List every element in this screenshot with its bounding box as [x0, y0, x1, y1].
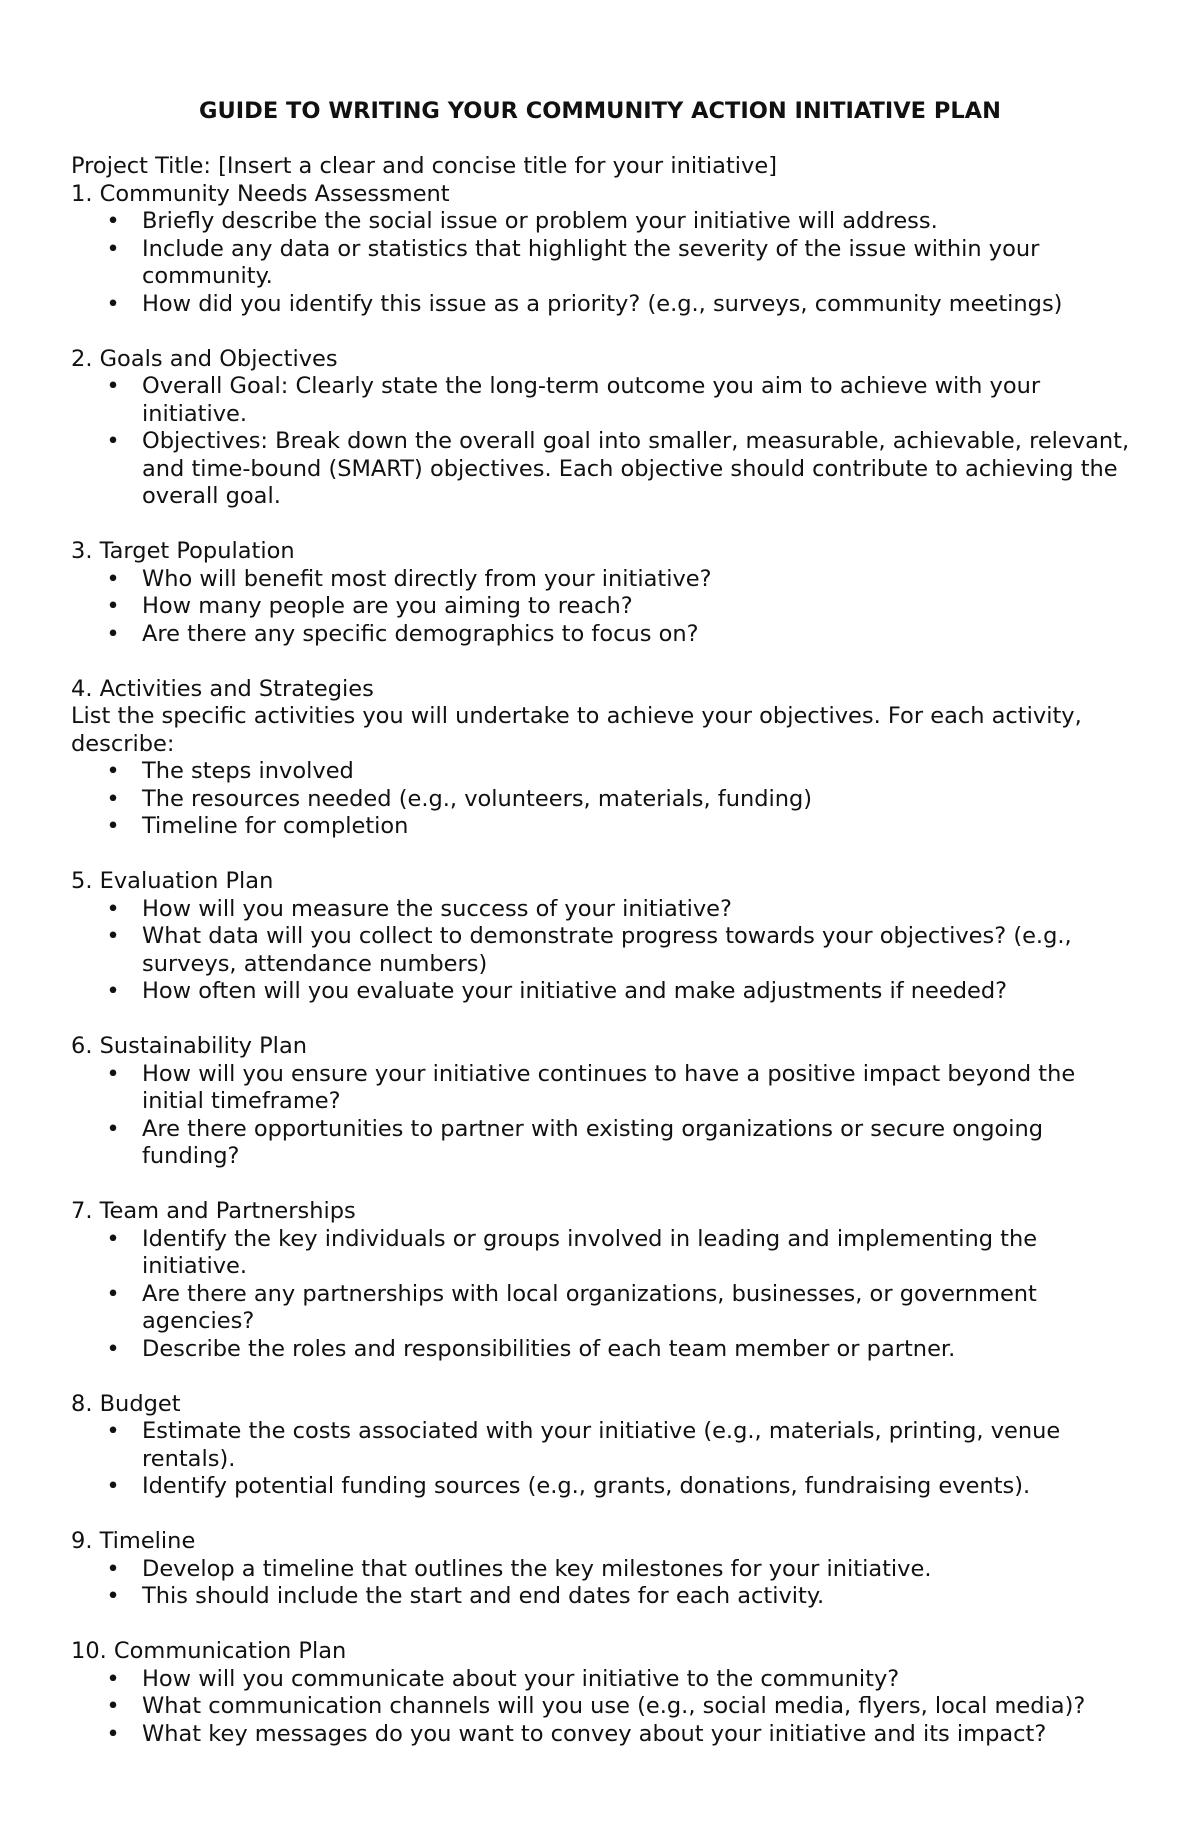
- bullet-text: Include any data or statistics that highlight the severity of the issue within your community.: [142, 235, 1040, 289]
- bullet-item: [71, 978, 1140, 1006]
- bullet-item: [71, 1226, 1140, 1281]
- sections-container: [71, 181, 1140, 1749]
- bullet-dot-icon: •: [106, 620, 120, 647]
- bullet-text: Estimate the costs associated with your initiative (e.g., materials, printing, venue rentals).: [142, 1418, 1061, 1472]
- bullet-text: What communication channels will you use (e.g., social media, flyers, local media)?: [142, 1693, 1086, 1719]
- bullet-list: [71, 566, 1140, 649]
- bullet-text: How will you measure the success of your initiative?: [142, 895, 732, 922]
- bullet-dot-icon: •: [106, 923, 120, 949]
- bullet-item: [71, 758, 1140, 786]
- section-heading: 10. Communication Plan: [71, 1638, 347, 1664]
- bullet-text: How did you identify this issue as a priority? (e.g., surveys, community meetings): [142, 290, 1063, 317]
- section-heading: 3. Target Population: [71, 538, 295, 564]
- bullet-item: [71, 1693, 1140, 1721]
- section-2: [71, 346, 1140, 511]
- bullet-text: The steps involved: [142, 758, 354, 784]
- section-heading: 4. Activities and Strategies: [71, 675, 374, 702]
- bullet-item: [71, 373, 1140, 428]
- section-8: [71, 1391, 1140, 1501]
- bullet-text: Overall Goal: Clearly state the long-term outcome you aim to achieve with your initiative.: [142, 373, 1041, 427]
- bullet-list: [71, 373, 1140, 511]
- section-4: [71, 676, 1140, 841]
- bullet-item: [71, 208, 1140, 236]
- section-1: [71, 181, 1140, 319]
- bullet-dot-icon: •: [106, 1720, 120, 1747]
- bullet-list: [71, 1418, 1140, 1501]
- bullet-item: [71, 1116, 1140, 1171]
- bullet-dot-icon: •: [106, 593, 120, 619]
- bullet-dot-icon: •: [106, 373, 120, 399]
- bullet-dot-icon: •: [106, 1225, 120, 1252]
- bullet-text: How often will you evaluate your initiative and make adjustments if needed?: [142, 978, 1008, 1004]
- bullet-item: [71, 1556, 1140, 1584]
- bullet-text: How will you communicate about your initiative to the community?: [142, 1665, 900, 1692]
- bullet-item: [71, 593, 1140, 621]
- bullet-text: Are there any partnerships with local organizations, businesses, or government agencies?: [142, 1280, 1037, 1334]
- bullet-dot-icon: •: [106, 1280, 120, 1307]
- bullet-dot-icon: •: [106, 1583, 120, 1609]
- bullet-item: [71, 896, 1140, 924]
- section-heading: 9. Timeline: [71, 1528, 196, 1554]
- section-heading: 7. Team and Partnerships: [71, 1198, 356, 1224]
- bullet-dot-icon: •: [106, 208, 120, 234]
- bullet-item: [71, 813, 1140, 841]
- section-heading: 5. Evaluation Plan: [71, 868, 274, 894]
- bullet-text: Who will benefit most directly from your initiative?: [142, 565, 712, 592]
- bullet-item: [71, 1583, 1140, 1611]
- section-3: [71, 538, 1140, 648]
- bullet-text: Identify potential funding sources (e.g., grants, donations, fundraising events).: [142, 1473, 1031, 1499]
- bullet-dot-icon: •: [106, 978, 120, 1004]
- bullet-text: Objectives: Break down the overall goal into smaller, measurable, achievable, relevant, and time-bound (SMART) objectives. Each objective should contribute to achieving the overall goal.: [142, 428, 1130, 509]
- bullet-dot-icon: •: [106, 428, 120, 454]
- bullet-dot-icon: •: [106, 785, 120, 812]
- bullet-item: [71, 1281, 1140, 1336]
- project-title-line: Project Title: [Insert a clear and concise title for your initiative]: [71, 153, 777, 179]
- section-7: [71, 1198, 1140, 1363]
- section-heading: 8. Budget: [71, 1390, 181, 1417]
- section-9: [71, 1528, 1140, 1611]
- bullet-item: [71, 1721, 1140, 1749]
- bullet-dot-icon: •: [106, 1418, 120, 1444]
- bullet-text: This should include the start and end dates for each activity.: [142, 1583, 825, 1609]
- bullet-dot-icon: •: [106, 290, 120, 317]
- bullet-item: [71, 428, 1140, 511]
- bullet-item: [71, 1061, 1140, 1116]
- bullet-dot-icon: •: [106, 1665, 120, 1692]
- bullet-list: [71, 1061, 1140, 1171]
- bullet-item: [71, 1336, 1140, 1364]
- bullet-list: [71, 1556, 1140, 1611]
- bullet-item: [71, 621, 1140, 649]
- bullet-dot-icon: •: [106, 1693, 120, 1719]
- bullet-text: Are there opportunities to partner with existing organizations or secure ongoing funding?: [142, 1115, 1044, 1169]
- bullet-dot-icon: •: [106, 1335, 120, 1362]
- bullet-list: [71, 208, 1140, 318]
- bullet-item: [71, 923, 1140, 978]
- bullet-item: [71, 566, 1140, 594]
- bullet-dot-icon: •: [106, 1473, 120, 1499]
- bullet-dot-icon: •: [106, 1115, 120, 1142]
- bullet-dot-icon: •: [106, 895, 120, 922]
- bullet-text: The resources needed (e.g., volunteers, materials, funding): [142, 785, 813, 812]
- bullet-item: [71, 291, 1140, 319]
- bullet-list: [71, 1666, 1140, 1749]
- bullet-dot-icon: •: [106, 813, 120, 839]
- bullet-dot-icon: •: [106, 235, 120, 262]
- section-10: [71, 1638, 1140, 1748]
- section-intro: List the specific activities you will undertake to achieve your objectives. For each activity, describe:: [71, 703, 1082, 757]
- bullet-text: Identify the key individuals or groups involved in leading and implementing the initiative.: [142, 1225, 1038, 1279]
- bullet-text: Describe the roles and responsibilities of each team member or partner.: [142, 1335, 956, 1362]
- bullet-dot-icon: •: [106, 1060, 120, 1087]
- bullet-dot-icon: •: [106, 758, 120, 784]
- bullet-text: Develop a timeline that outlines the key milestones for your initiative.: [142, 1555, 932, 1582]
- bullet-text: Are there any specific demographics to focus on?: [142, 620, 699, 647]
- section-heading: 6. Sustainability Plan: [71, 1033, 307, 1059]
- bullet-text: What data will you collect to demonstrate progress towards your objectives? (e.g., surveys, attendance numbers): [142, 923, 1072, 977]
- document-title: GUIDE TO WRITING YOUR COMMUNITY ACTION INITIATIVE PLAN: [199, 98, 1001, 124]
- bullet-dot-icon: •: [106, 565, 120, 592]
- bullet-list: [71, 758, 1140, 841]
- bullet-text: Timeline for completion: [142, 813, 409, 839]
- section-heading: 1. Community Needs Assessment: [71, 180, 450, 207]
- bullet-item: [71, 786, 1140, 814]
- bullet-item: [71, 1418, 1140, 1473]
- bullet-text: How many people are you aiming to reach?: [142, 593, 633, 619]
- bullet-list: [71, 896, 1140, 1006]
- bullet-list: [71, 1226, 1140, 1364]
- bullet-text: How will you ensure your initiative continues to have a positive impact beyond the initial timeframe?: [142, 1060, 1076, 1114]
- bullet-text: Briefly describe the social issue or problem your initiative will address.: [142, 208, 938, 234]
- bullet-item: [71, 1666, 1140, 1694]
- section-6: [71, 1033, 1140, 1171]
- section-heading: 2. Goals and Objectives: [71, 345, 338, 372]
- bullet-item: [71, 1473, 1140, 1501]
- bullet-item: [71, 236, 1140, 291]
- bullet-text: What key messages do you want to convey about your initiative and its impact?: [142, 1720, 1047, 1747]
- bullet-dot-icon: •: [106, 1555, 120, 1582]
- section-5: [71, 868, 1140, 1006]
